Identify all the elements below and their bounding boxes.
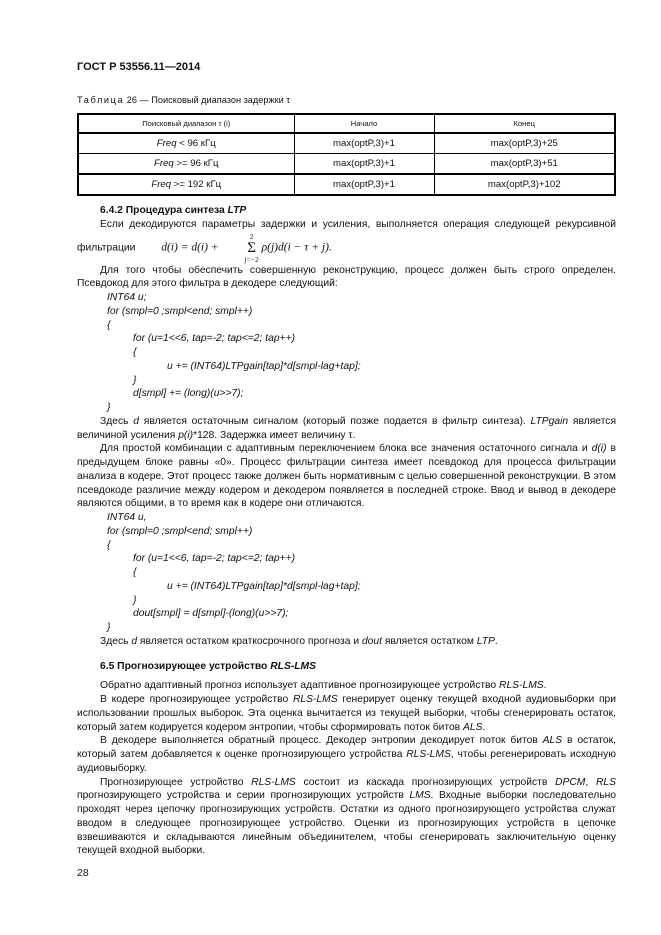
- text-run: ,3)+51: [530, 157, 558, 169]
- code-line: INT64 u,: [107, 512, 147, 523]
- text-run: в предыдущем блоке равны «0». Процесс фильтрации синтеза имеет псевдокод для процесса фильтрации анализа в кодере. Этот процесс также должен быть нормативным с целью совершенной реконструкции. В этом псевдокоде различие между кодером и декодером появляется в последней строке. Ввод и вывод в декодере являются общими, в то время как в кодере они отличаются.: [77, 443, 616, 510]
- text-run: Для того чтобы обеспечить совершенную реконструкцию, процесс должен быть строго определен. Псевдокод для этого фильтра в декодере следующий:: [77, 264, 616, 290]
- sigma-icon: Σ: [247, 239, 256, 256]
- text-run: Freq: [154, 157, 174, 169]
- formula-rhs: ρ(j)d(i − τ + j).: [261, 241, 332, 254]
- text-run: optP: [511, 157, 531, 169]
- table-caption: [77, 94, 616, 106]
- column-header: Конец: [434, 114, 615, 133]
- table-header-row: [78, 114, 615, 133]
- table-cell: [434, 133, 615, 154]
- text-run: является остатком краткосрочного прогноза и: [137, 635, 362, 647]
- text-run: .: [482, 721, 486, 733]
- text-run: RLS-LMS: [251, 776, 296, 788]
- recursive-filter-formula: [138, 232, 332, 264]
- text-run: ALS: [542, 735, 563, 747]
- text-run: в остаток, который затем добавляется к оценке прогнозирующего устройства: [77, 735, 616, 760]
- text-run: ,3)+25: [530, 137, 558, 149]
- code-line: u += (INT64)LTPgain[tap]*d[smpl-lag+tap];: [167, 360, 361, 372]
- text-run: ,3)+102: [527, 178, 561, 190]
- code-line: for (u=1<<6, tap=-2; tap<=2; tap++): [133, 553, 296, 565]
- text-run: *128. Задержка имеет величину τ.: [193, 429, 356, 441]
- text-run: optP: [511, 137, 531, 149]
- pseudocode-encoder: [77, 511, 616, 635]
- table-cell: [434, 154, 615, 175]
- text-run: ,3)+1: [372, 137, 395, 149]
- text-run: .: [494, 635, 498, 647]
- search-range-table: [77, 113, 616, 196]
- text-run: является остаточным сигналом (который позже подается в фильтр синтеза).: [139, 415, 531, 427]
- text-run: max(: [490, 137, 512, 149]
- text-run: ,3)+1: [372, 157, 395, 169]
- table-cell: [294, 154, 434, 175]
- text-run: прогнозирующего устройства и серии прогнозирующих устройств: [77, 790, 410, 802]
- sum-symbol: [221, 232, 258, 264]
- paragraph: [77, 442, 616, 511]
- text-run: optP: [354, 157, 373, 169]
- text-run: DPCM: [555, 776, 586, 788]
- section-heading-6-5: [100, 660, 616, 674]
- text-run: ,: [585, 776, 596, 788]
- code-line: d[smpl] += (long)(u>>7);: [133, 388, 244, 400]
- paragraph: [77, 693, 616, 734]
- table-row: [78, 154, 615, 175]
- table-cell: [434, 174, 615, 195]
- paragraph: [77, 776, 616, 859]
- text-run: max(: [490, 157, 512, 169]
- text-run: max(: [333, 178, 355, 190]
- paragraph: [77, 218, 616, 264]
- text-run: d(i): [591, 443, 607, 455]
- sum-upper: 2: [249, 231, 254, 241]
- text-run: , чтобы регенерировать исходную аудиовыборку.: [77, 749, 616, 774]
- text-run: ,3)+1: [372, 178, 395, 190]
- text-run: max(: [333, 157, 355, 169]
- code-line: for (smpl=0 ;smpl<end; smpl++): [107, 305, 253, 317]
- column-header: Поисковый диапазон τ (i): [78, 114, 294, 133]
- formula-lhs: d(i) = d(i) +: [161, 241, 222, 254]
- text-run: max(: [487, 178, 510, 190]
- text-run: Прогнозирующее устройство: [100, 776, 252, 788]
- text-run: Для простой комбинации с адаптивным переключением блока все значения остаточного сигнала и: [100, 443, 592, 455]
- code-line: for (smpl=0 ;smpl<end; smpl++): [107, 525, 253, 537]
- text-run: >= 192 кГц: [171, 178, 222, 190]
- column-header: Начало: [294, 114, 434, 133]
- text-run: В декодере выполняется обратный процесс. Декодер энтропии декодирует поток битов: [100, 735, 543, 747]
- caption-label: Таблица: [77, 95, 125, 105]
- pseudocode-decoder: [77, 291, 616, 415]
- paragraph: [77, 635, 616, 649]
- code-line: }: [107, 402, 111, 413]
- sum-lower: j=−2: [244, 254, 259, 264]
- table-row: [78, 133, 615, 154]
- text-run: Freq: [151, 178, 172, 190]
- text-run: LMS: [409, 790, 431, 802]
- paragraph: [77, 734, 616, 775]
- text-run: optP: [354, 178, 373, 190]
- text-run: Здесь: [100, 635, 132, 647]
- table-cell: [78, 154, 294, 175]
- caption-text: 26 — Поисковый диапазон задержки τ: [124, 95, 290, 105]
- page-number: 28: [77, 867, 89, 879]
- text-run: d: [133, 415, 139, 427]
- text-run: p(i): [178, 429, 194, 441]
- code-line: {: [107, 319, 111, 331]
- text-run: RLS: [595, 776, 616, 788]
- paragraph: [77, 415, 616, 443]
- table-row: [78, 174, 615, 195]
- text-run: Обратно адаптивный прогноз использует адаптивное прогнозирующее устройство: [100, 680, 500, 692]
- text-run: . Входные выборки последовательно проходят через цепочку прогнозирующих устройств. Остатки из одного прогнозирующего устройства служат вводом в следующее прогнозирующее устройство. Оценки из прогнозирующих устройств в цепочке взвешиваются и складываются линейным объединителем, чтобы сгенерировать заключительную оценку текущей входной выборки.: [77, 790, 616, 857]
- text-run: ALS: [463, 721, 483, 733]
- table-cell: [78, 174, 294, 195]
- code-line: {: [133, 567, 137, 578]
- code-line: {: [107, 539, 111, 551]
- text-run: LTP: [476, 635, 495, 647]
- text-run: optP: [354, 137, 373, 149]
- text-run: LTPgain: [530, 415, 569, 427]
- text-run: optP: [509, 178, 528, 190]
- text-run: 6.4.2 Процедура синтеза: [100, 205, 228, 216]
- code-line: u += (INT64)LTPgain[tap]*d[smpl-lag+tap];: [167, 580, 361, 592]
- text-run: dout: [361, 635, 382, 647]
- code-line: }: [107, 622, 111, 633]
- text-run: генерирует оценку текущей входной аудиовыборки при использовании прошлых выборок. Эта оценка вычитается из текущей выборки, чтобы сгенерировать остаток, который затем кодируется кодером энтропии, чтобы сформировать поток битов: [77, 694, 616, 733]
- text-run: LTP: [227, 205, 247, 216]
- document-header: ГОСТ Р 53556.11—2014: [77, 61, 201, 73]
- text-run: является остатком: [381, 635, 477, 647]
- paragraph: [77, 264, 616, 292]
- text-run: RLS-LMS: [292, 694, 338, 705]
- text-run: является величиной усиления: [77, 415, 617, 441]
- table-cell: [78, 133, 294, 154]
- code-line: dout[smpl] = d[smpl]-(long)(u>>7);: [133, 608, 289, 620]
- text-run: RLS-LMS: [406, 749, 451, 760]
- text-run: >= 96 кГц: [173, 157, 219, 169]
- section-heading-6-4-2: [100, 204, 616, 218]
- code-line: INT64 u;: [107, 292, 147, 303]
- code-line: {: [133, 347, 137, 358]
- text-run: d: [131, 635, 138, 647]
- code-line: }: [133, 594, 137, 606]
- text-run: 6.5 Прогнозирующее устройство: [100, 660, 271, 672]
- text-run: Если декодируются параметры задержки и усиления, выполняется операция следующей рекурсивной фильтрации: [77, 218, 616, 254]
- text-run: max(: [333, 137, 355, 149]
- text-run: RLS-LMS: [499, 680, 544, 692]
- text-run: < 96 кГц: [176, 137, 216, 149]
- code-line: for (u=1<<6, tap=-2; tap<=2; tap++): [133, 333, 296, 345]
- table-cell: [294, 133, 434, 154]
- text-run: Freq: [156, 137, 177, 149]
- text-run: RLS-LMS: [270, 660, 316, 672]
- table-cell: [294, 174, 434, 195]
- code-line: }: [133, 374, 137, 386]
- text-run: .: [543, 680, 547, 692]
- document-body: [77, 204, 616, 858]
- text-run: состоит из каскада прогнозирующих устройств: [295, 776, 556, 788]
- text-run: Здесь: [100, 415, 134, 427]
- paragraph: [77, 679, 616, 693]
- text-run: В кодере прогнозирующее устройство: [100, 694, 293, 705]
